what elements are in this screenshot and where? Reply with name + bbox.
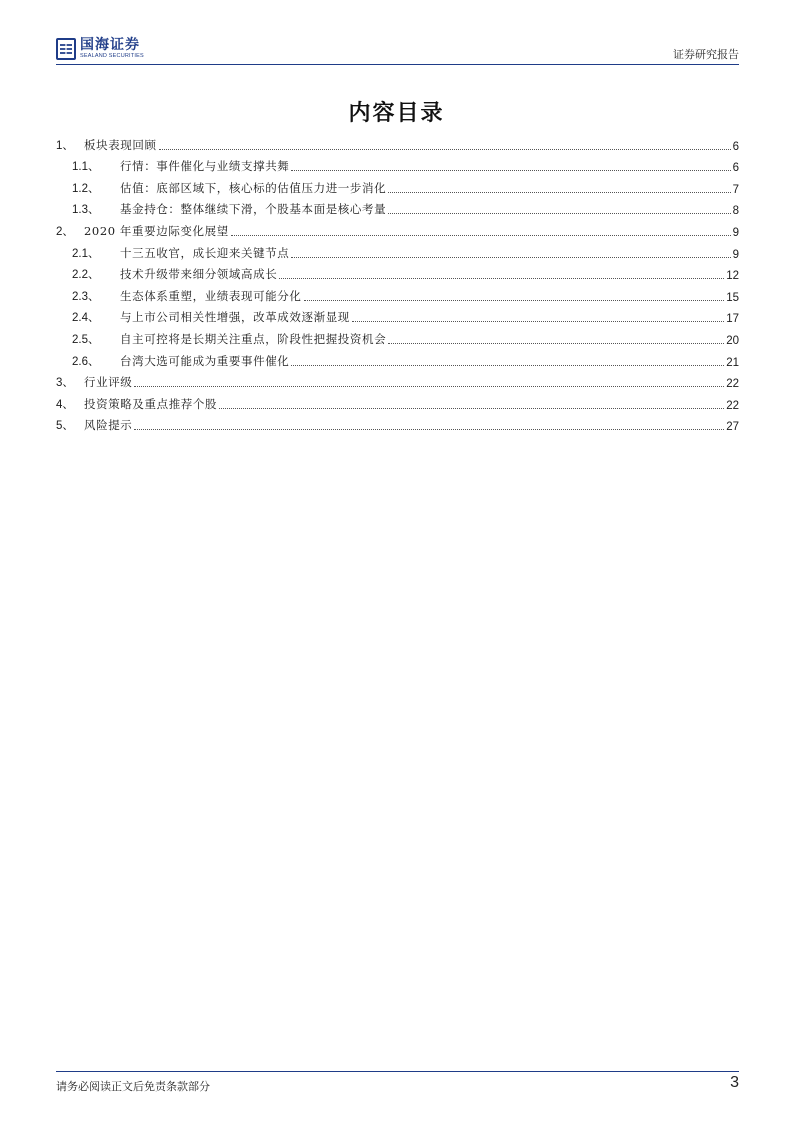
- toc-entry-page: 6: [732, 162, 739, 175]
- toc-entry-number: 1.3、: [72, 204, 100, 217]
- toc-entry[interactable]: [56, 412, 739, 434]
- toc-entry-number: 2.1、: [72, 247, 100, 260]
- toc-entry-page: 7: [732, 183, 739, 196]
- toc-entry-number: 2.5、: [72, 333, 100, 346]
- toc-entry[interactable]: [56, 217, 739, 239]
- toc-entry-title: 与上市公司相关性增强，改革成效逐渐显现: [120, 310, 350, 325]
- toc-entry[interactable]: [56, 390, 739, 412]
- toc-entry[interactable]: [56, 325, 739, 347]
- toc-entry[interactable]: [56, 261, 739, 283]
- toc-entry-page: 15: [726, 291, 739, 304]
- toc-dot-leader: [304, 299, 725, 301]
- sealand-logo-icon: [56, 38, 76, 60]
- toc-entry[interactable]: [56, 304, 739, 326]
- toc-entry-number: 2.6、: [72, 355, 100, 368]
- toc-entry-number: 2.4、: [72, 312, 100, 325]
- toc-entry[interactable]: [56, 369, 739, 391]
- toc-entry[interactable]: [56, 196, 739, 218]
- toc-entry-page: 21: [726, 356, 739, 369]
- toc-entry-page: 17: [726, 313, 739, 326]
- toc-dot-leader: [219, 407, 724, 409]
- toc-entry[interactable]: [56, 131, 739, 153]
- toc-entry-page: 27: [726, 421, 739, 434]
- toc-entry-title: 估值：底部区域下，核心标的估值压力进一步消化: [120, 180, 387, 195]
- company-logo: [56, 36, 144, 62]
- toc-dot-leader: [388, 212, 730, 214]
- toc-entry-page: 20: [726, 334, 739, 347]
- toc-entry-title: 风险提示: [84, 418, 133, 433]
- toc-entry-page: 6: [732, 140, 739, 153]
- toc-dot-leader: [291, 169, 730, 171]
- toc-entry-number: 1.1、: [72, 161, 100, 174]
- toc-entry-title: 自主可控将是长期关注重点，阶段性把握投资机会: [120, 331, 387, 346]
- toc-entry-title: 行情：事件催化与业绩支撑共舞: [120, 159, 290, 174]
- toc-entry-number: 2.3、: [72, 290, 100, 303]
- page-footer: [56, 1071, 739, 1098]
- page-number: 3: [730, 1074, 739, 1091]
- toc-entry-title: 技术升级带来细分领域高成长: [120, 267, 278, 282]
- logo-chinese-name: 国海证券: [80, 37, 140, 54]
- toc-dot-leader: [134, 385, 724, 387]
- toc-entry-page: 8: [732, 205, 739, 218]
- toc-entry-page: 9: [732, 248, 739, 261]
- toc-entry-number: 1.2、: [72, 182, 100, 195]
- toc-dot-leader: [388, 191, 730, 193]
- toc-entry-page: 22: [726, 378, 739, 391]
- toc-dot-leader: [352, 320, 724, 322]
- toc-entry-page: 22: [726, 399, 739, 412]
- page-header: [56, 34, 739, 65]
- toc-dot-leader: [291, 364, 724, 366]
- toc-entry-number: 2.2、: [72, 269, 100, 282]
- toc-entry-number: 4、: [56, 398, 74, 411]
- toc-entry[interactable]: [56, 282, 739, 304]
- toc-entry[interactable]: [56, 174, 739, 196]
- toc-dot-leader: [134, 428, 724, 430]
- toc-entry-number: 3、: [56, 377, 74, 390]
- toc-entry-title: 行业评级: [84, 375, 133, 390]
- toc-entry-number: 2、: [56, 225, 74, 238]
- toc-dot-leader: [388, 342, 724, 344]
- toc-entry-title: 2020 年重要边际变化展望: [84, 223, 229, 238]
- toc-entry-title: 台湾大选可能成为重要事件催化: [120, 353, 290, 368]
- toc-title: 内容目录: [348, 100, 445, 126]
- toc-dot-leader: [291, 256, 730, 258]
- toc-entry-number: 1、: [56, 139, 74, 152]
- toc-entry-number: 5、: [56, 420, 74, 433]
- toc-dot-leader: [159, 148, 731, 150]
- disclaimer-note: 请务必阅读正文后免责条款部分: [56, 1080, 210, 1093]
- toc-dot-leader: [231, 234, 731, 236]
- toc-entry[interactable]: [56, 347, 739, 369]
- toc-entry-title: 生态体系重塑，业绩表现可能分化: [120, 288, 302, 303]
- logo-english-name: SEALAND SECURITIES: [80, 53, 144, 60]
- toc-entry-title: 十三五收官，成长迎来关键节点: [120, 245, 290, 260]
- toc-entry-page: 9: [732, 226, 739, 239]
- toc-entry-title: 基金持仓：整体继续下滑，个股基本面是核心考量: [120, 202, 387, 217]
- toc-dot-leader: [279, 277, 724, 279]
- toc-entry-title: 板块表现回顾: [84, 137, 157, 152]
- toc-entry-title: 投资策略及重点推荐个股: [84, 396, 218, 411]
- toc-entry-page: 12: [726, 270, 739, 283]
- toc-entry[interactable]: [56, 153, 739, 175]
- toc-entry[interactable]: [56, 239, 739, 261]
- table-of-contents: [56, 131, 739, 433]
- report-type-label: 证券研究报告: [673, 48, 739, 61]
